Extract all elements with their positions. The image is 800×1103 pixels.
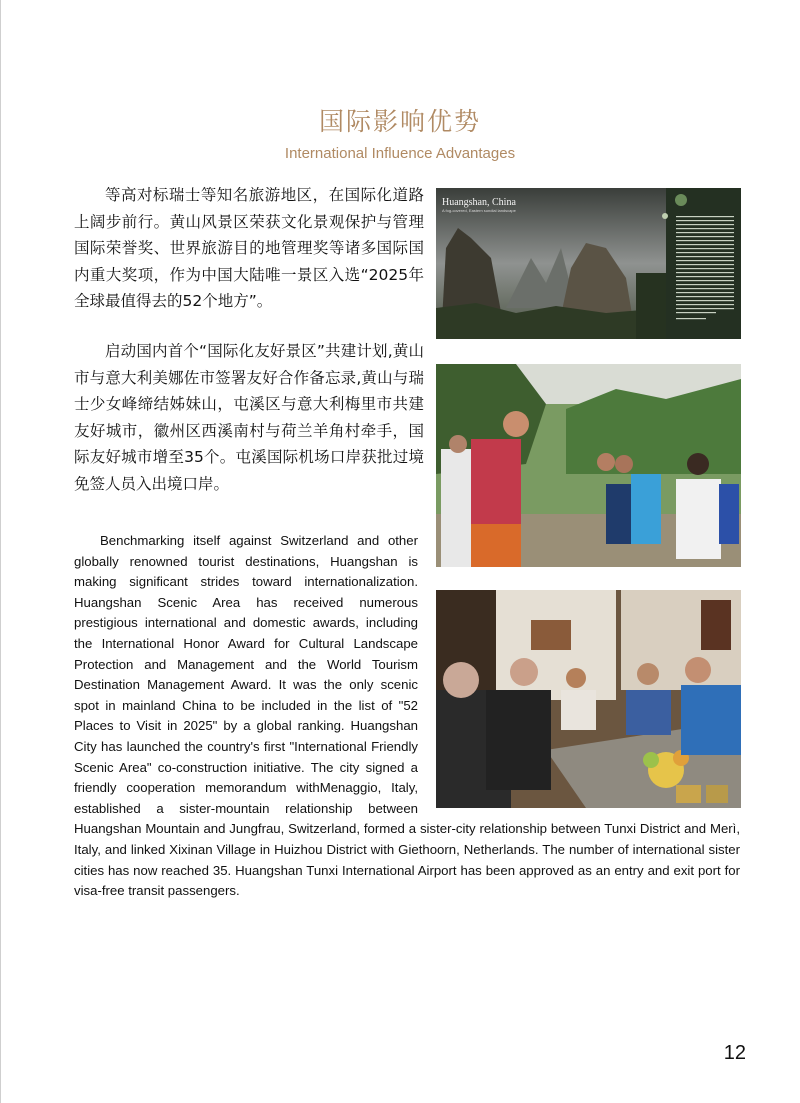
photo-tea-gathering — [436, 590, 741, 808]
english-paragraph-text: Benchmarking itself against Switzerland and other globally renowned tourist destinations, Huangshan is making significant strides toward internationalization. Huangshan Scenic Area has received numerous prestigious international and domestic awards, including the International Honor Award for Cultural Landscape Protection and Management and the World Tourism Destination Management Award. It was the only scenic spot in mainland China to be included in the list of "52 Places to Visit in 2025" by a global ranking. Huangshan City has launched the country's first "International Friendly Scenic Area" co-construction initiative. The city signed a friendly cooperation memorandum withMenaggio, Italy, established a sister-mountain relationship between Huangshan Mountain and Jungfrau, Switzerland, formed a sister-city relationship between Tunxi District and Merì, Italy, and linked Xixinan Village in Huizhou District with Giethoorn, Netherlands. The number of international sister cities has now reached 35. Huangshan Tunxi International Airport has been approved as an entry and exit port for visa-free transit passengers. — [74, 533, 740, 899]
photo-caption-title: Huangshan, China — [442, 197, 516, 208]
chinese-paragraph-2-text: 启动国内首个“国际化友好景区”共建计划,黄山市与意大利美娜佐市签署友好合作备忘录,黄山与瑞士少女峰缔结姊妹山，屯溪区与意大利梅里市共建友好城市，徽州区西溪南村与荷兰羊角村牵手，国际友好城市增至35个。屯溪国际机场口岸获批过境免签人员入出境口岸。 — [74, 342, 424, 493]
page-number: 12 — [723, 1042, 746, 1064]
section-subtitle: International Influence Advantages — [284, 145, 516, 162]
chinese-paragraph-2 — [74, 338, 424, 497]
chinese-paragraph-1-text: 等高对标瑞士等知名旅游地区，在国际化道路上阔步前行。黄山风景区荣获文化景观保护与管理国际荣誉奖、世界旅游目的地管理奖等诸多国际国内重大奖项，作为中国大陆唯一景区入选“2025年全球最值得去的52个地方”。 — [74, 186, 424, 310]
photo-huangshan-webpage — [436, 188, 741, 339]
chinese-paragraph-1 — [74, 182, 424, 315]
photo-caption-subtitle: A fog-covered, Eastern sundial landscape — [442, 208, 516, 213]
page-edge — [0, 0, 1, 1103]
section-title: 国际影响优势 — [318, 107, 481, 136]
photo-hikers — [436, 364, 741, 567]
